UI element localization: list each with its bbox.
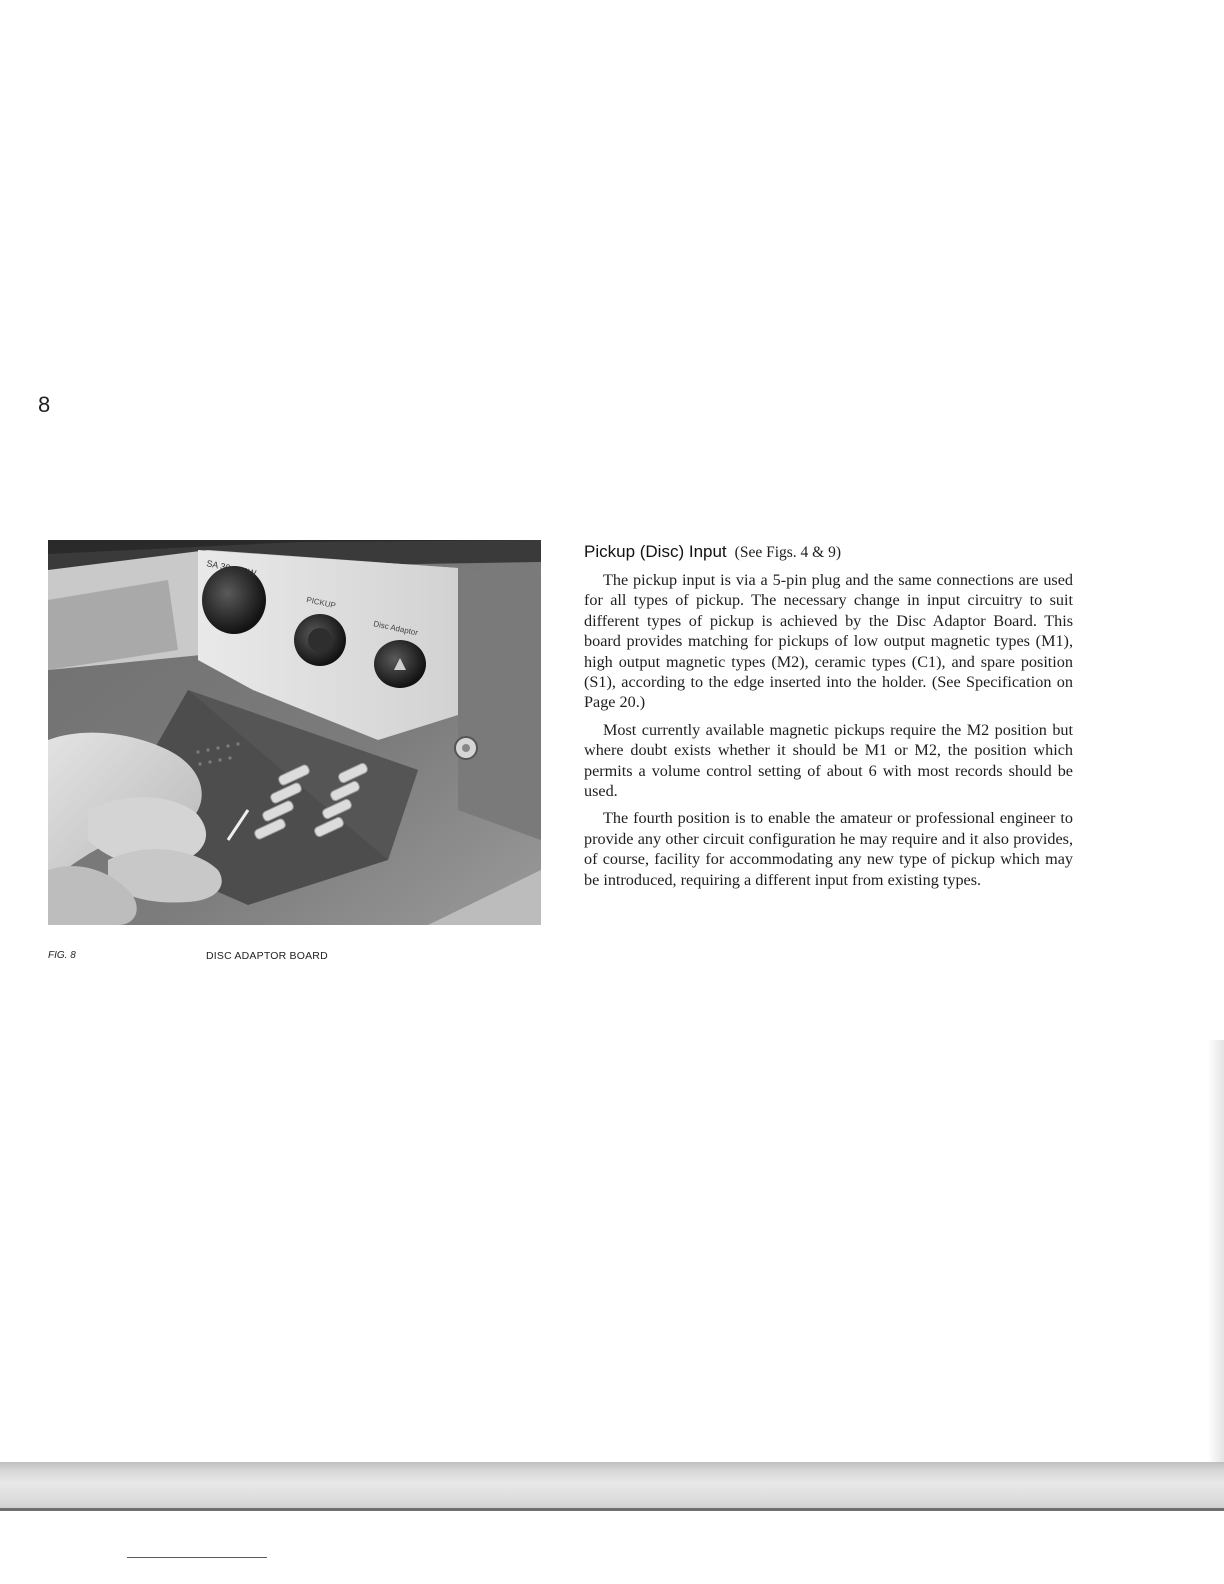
figure-label: FIG. 8 — [48, 950, 76, 961]
figure-caption: DISC ADAPTOR BOARD — [206, 950, 328, 962]
disc-adaptor-photo — [48, 540, 541, 925]
scan-binding-band — [0, 1462, 1224, 1510]
panel-label-disc: Disc Adaptor — [372, 619, 419, 638]
article — [584, 541, 1073, 897]
underline-mark — [127, 1557, 267, 1558]
scan-binding-edge — [0, 1508, 1224, 1511]
paragraph-3: The fourth position is to enable the amateur or professional engineer to provide any other circuit configuration he may require and it also provides, of course, facility for accommodating any new type of pickup which may be introduced, requiring a different input from existing types. — [584, 809, 1073, 889]
paragraph-2: Most currently available magnetic pickups require the M2 position but where doubt exists whether it should be M1 or M2, the position which permits a volume control setting of about 6 with most records should be used. — [584, 720, 1073, 801]
page-edge-shadow — [1208, 1040, 1224, 1510]
page-number: 8 — [38, 392, 51, 417]
article-title: Pickup (Disc) Input — [584, 542, 727, 561]
panel-label-pickup: PICKUP — [305, 595, 337, 611]
article-heading — [584, 541, 1073, 564]
panel-label-model: SA 30 - 40W — [205, 558, 258, 579]
paragraph-1: The pickup input is via a 5-pin plug and the same connections are used for all types of pickup. The necessary change in input circuitry to suit different types of pickup is achieved by the Disc Adaptor Board. This board provides matching for pickups of low output magnetic types (M1), high output magnetic types (M2), ceramic types (C1), and spare position (S1), according to the edge inserted into the holder. (See Specification on Page 20.) — [584, 571, 1073, 712]
article-reference: (See Figs. 4 & 9) — [734, 544, 842, 561]
